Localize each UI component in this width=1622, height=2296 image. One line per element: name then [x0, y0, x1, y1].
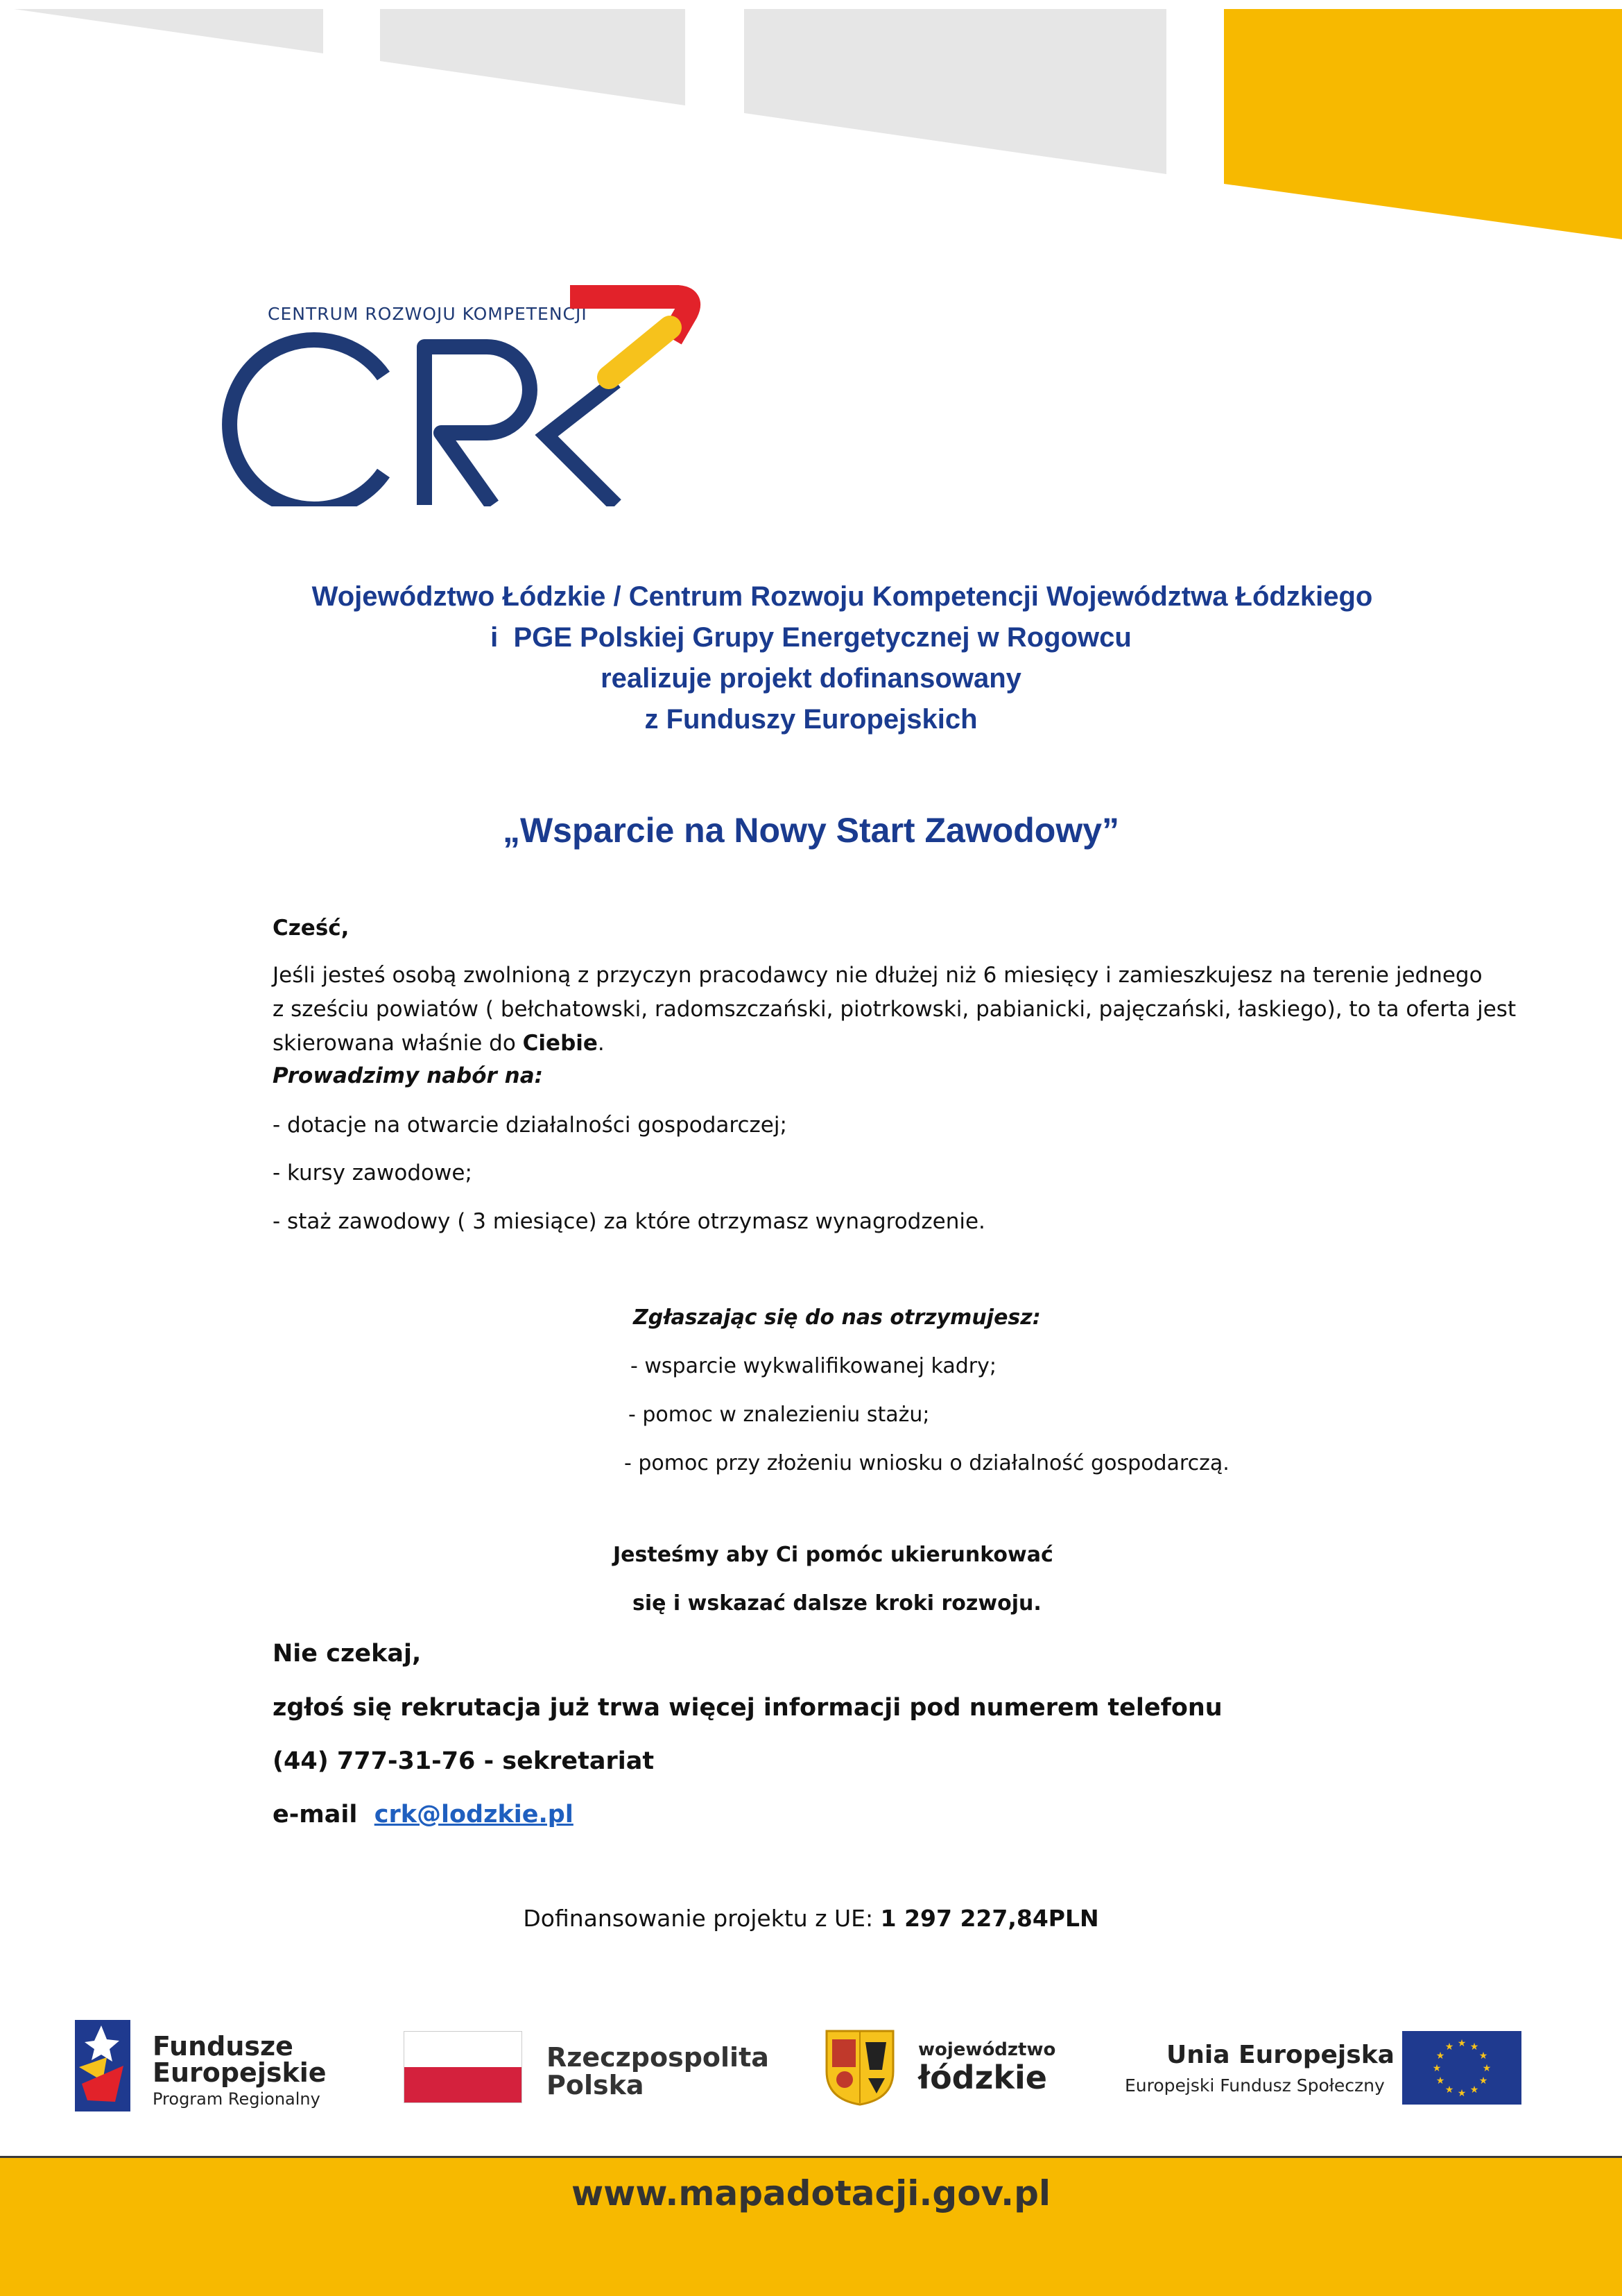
fe-logo-mark: [75, 2017, 130, 2114]
recruitment-item: - kursy zawodowe;: [273, 1160, 472, 1185]
ue-line-1: Unia Europejska: [1166, 2041, 1395, 2069]
svg-text:★: ★: [1482, 2063, 1492, 2074]
ue-logo: [1123, 2031, 1526, 2107]
svg-text:★: ★: [1457, 2038, 1467, 2049]
benefits-heading: Zgłaszając się do nas otrzymujesz:: [633, 1305, 1041, 1330]
fe-line-2: Europejskie: [153, 2057, 327, 2088]
crk-logo-mark: [208, 284, 707, 506]
intro-ciebie: Ciebie: [522, 1031, 598, 1056]
recruitment-item: - staż zawodowy ( 3 miesiące) za które otrzymasz wynagrodzenie.: [273, 1209, 985, 1234]
lodzkie-line-1: województwo: [918, 2039, 1056, 2060]
svg-text:★: ★: [1478, 2075, 1488, 2087]
support-line-1: Jesteśmy aby Ci pomóc ukierunkować: [613, 1543, 1053, 1567]
svg-text:★: ★: [1435, 2075, 1445, 2087]
svg-text:★: ★: [1444, 2041, 1454, 2053]
intro-line-3: [273, 1031, 605, 1056]
funding-label: Dofinansowanie projektu z UE:: [523, 1905, 881, 1932]
contact-line-2: zgłoś się rekrutacja już trwa więcej informacji pod numerem telefonu: [273, 1694, 1223, 1722]
funding-amount: 1 297 227,84PLN: [880, 1905, 1099, 1932]
intro-line-1: Jeśli jesteś osobą zwolnioną z przyczyn pracodawcy nie dłużej niż 6 miesięcy i zamieszkujesz na terenie jednego: [273, 963, 1483, 988]
lodzkie-line-2: łódzkie: [918, 2059, 1047, 2096]
contact-phone: (44) 777-31-76 - sekretariat: [273, 1747, 655, 1775]
rp-line-2: Polska: [546, 2070, 644, 2100]
polish-flag-icon: [404, 2031, 522, 2103]
contact-email-row: [273, 1801, 573, 1828]
contact-line-1: Nie czekaj,: [273, 1640, 422, 1668]
header-line-4: z Funduszy Europejskich: [644, 704, 978, 735]
greeting: Cześć,: [273, 916, 350, 941]
funding-line: [0, 1905, 1622, 1932]
rp-line-1: Rzeczpospolita: [546, 2042, 769, 2073]
footer-url[interactable]: www.mapadotacji.gov.pl: [571, 2173, 1051, 2213]
email-link[interactable]: crk@lodzkie.pl: [374, 1801, 573, 1828]
intro-line-2: z sześciu powiatów ( bełchatowski, radomszczański, piotrkowski, pabianicki, pajęczański, łaskiego), to ta oferta jest: [273, 997, 1517, 1022]
project-title: „Wsparcie na Nowy Start Zawodowy”: [502, 811, 1120, 850]
header-line-3: realizuje projekt dofinansowany: [601, 663, 1021, 694]
top-decoration: [0, 0, 1622, 250]
header-line-2: i PGE Polskiej Grupy Energetycznej w Rogowcu: [490, 622, 1132, 653]
intro-line-3-suffix: .: [597, 1031, 605, 1056]
crk-logo: [208, 284, 707, 506]
benefit-item: - wsparcie wykwalifikowanej kadry;: [630, 1354, 997, 1378]
fe-line-3: Program Regionalny: [153, 2089, 320, 2109]
benefit-item: - pomoc przy złożeniu wniosku o działalność gospodarczą.: [624, 1451, 1230, 1475]
svg-text:★: ★: [1444, 2084, 1454, 2096]
support-line-2: się i wskazać dalsze kroki rozwoju.: [632, 1591, 1042, 1616]
header-line-1: Województwo Łódzkie / Centrum Rozwoju Kompetencji Województwa Łódzkiego: [311, 581, 1373, 612]
intro-line-3-prefix: skierowana właśnie do: [273, 1031, 523, 1056]
ue-line-2: Europejski Fundusz Społeczny: [1125, 2075, 1385, 2096]
lodzkie-coat-of-arms-icon: [825, 2030, 895, 2106]
lodzkie-logo: [825, 2030, 1054, 2106]
fe-line-1: Fundusze: [153, 2031, 293, 2062]
benefit-item: - pomoc w znalezieniu stażu;: [628, 1403, 930, 1427]
email-label: e-mail: [273, 1801, 374, 1828]
recruitment-item: - dotacje na otwarcie działalności gospodarczej;: [273, 1113, 787, 1138]
logo-caption: CENTRUM ROZWOJU KOMPETENCJI: [268, 304, 587, 324]
svg-text:★: ★: [1457, 2088, 1467, 2099]
eu-flag-icon: [1402, 2031, 1521, 2105]
svg-text:★: ★: [1478, 2050, 1488, 2062]
svg-text:★: ★: [1469, 2041, 1479, 2053]
svg-text:★: ★: [1469, 2084, 1479, 2096]
svg-text:★: ★: [1435, 2050, 1445, 2062]
fe-logo: [75, 2017, 338, 2114]
recruitment-heading: Prowadzimy nabór na:: [273, 1063, 544, 1088]
svg-text:★: ★: [1432, 2063, 1442, 2074]
rp-logo: [404, 2031, 769, 2107]
